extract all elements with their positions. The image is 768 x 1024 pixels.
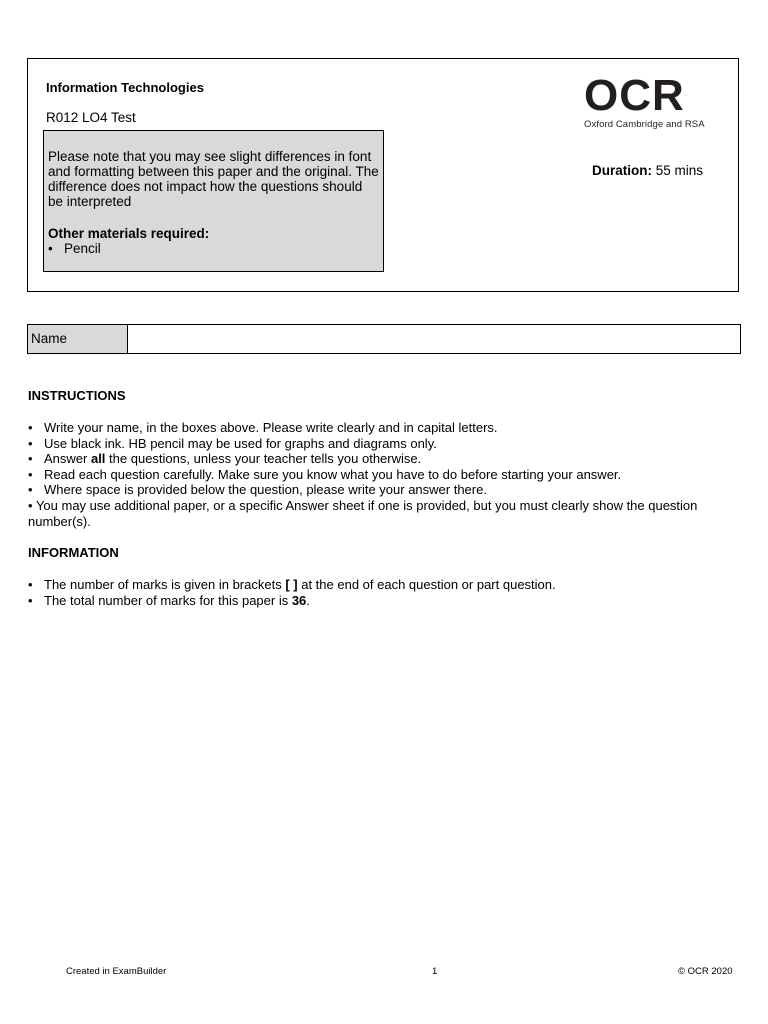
bullet: • [48, 241, 53, 256]
bullet: • [28, 482, 33, 498]
item-bold: 36 [291, 592, 307, 608]
item-text: Use black ink. HB pencil may be used for graphs and diagrams only. [44, 435, 437, 451]
list-item [28, 482, 728, 498]
item-text-post: . [306, 592, 310, 608]
footer-created: Created in ExamBuilder [66, 966, 167, 977]
item-text: You may use additional paper, or a specific Answer sheet if one is provided, but you must clearly show the question number(s). [28, 497, 698, 529]
instructions-title: INSTRUCTIONS [28, 388, 126, 403]
item-bold: all [90, 451, 106, 467]
item-text: Where space is provided below the question, please write your answer there. [44, 482, 487, 498]
notice-text: Please note that you may see slight differences in font and formatting between this paper and the original. The difference does not impact how the questions should be interpreted [48, 149, 379, 209]
item-text: Write your name, in the boxes above. Please write clearly and in capital letters. [44, 420, 498, 435]
item-text-post: the questions, unless your teacher tells you otherwise. [105, 451, 422, 467]
item-text: The total number of marks for this paper is [44, 592, 292, 608]
item-text: Answer [44, 451, 91, 467]
bullet: • [28, 497, 33, 513]
bullet: • [28, 420, 33, 435]
list-item [28, 498, 728, 529]
copyright: © OCR 2020 [678, 966, 733, 977]
materials-item-label: Pencil [64, 241, 101, 256]
name-label: Name [28, 325, 128, 353]
list-item [28, 593, 728, 609]
materials-title: Other materials required: [48, 226, 210, 241]
list-item [28, 451, 728, 467]
logo-word: OCR [584, 71, 685, 120]
information-list [28, 577, 728, 608]
list-item [28, 436, 728, 452]
name-field[interactable] [128, 325, 740, 353]
ocr-logo [584, 71, 718, 130]
page-number: 1 [432, 966, 438, 977]
bullet: • [28, 466, 33, 482]
duration [592, 163, 703, 178]
item-text-post: at the end of each question or part question. [297, 577, 556, 592]
bullet: • [28, 577, 33, 592]
bullet: • [28, 435, 33, 451]
duration-value: 55 mins [655, 163, 704, 178]
logo-tagline: Oxford Cambridge and RSA [584, 119, 705, 130]
instructions-list [28, 420, 728, 529]
item-bold: [ ] [285, 577, 298, 592]
subject-title: Information Technologies [46, 80, 204, 95]
item-text: Read each question carefully. Make sure you know what you have to do before starting your answer. [44, 466, 622, 482]
materials-item [48, 241, 379, 256]
list-item [28, 420, 728, 436]
name-row [27, 324, 741, 354]
paper-code: R012 LO4 Test [46, 110, 136, 125]
list-item [28, 577, 728, 593]
duration-label: Duration: [592, 163, 652, 178]
item-text: The number of marks is given in brackets [44, 577, 286, 592]
information-title: INFORMATION [28, 545, 119, 560]
list-item [28, 467, 728, 483]
notice-box [43, 130, 384, 272]
bullet: • [28, 451, 33, 467]
bullet: • [28, 592, 33, 608]
